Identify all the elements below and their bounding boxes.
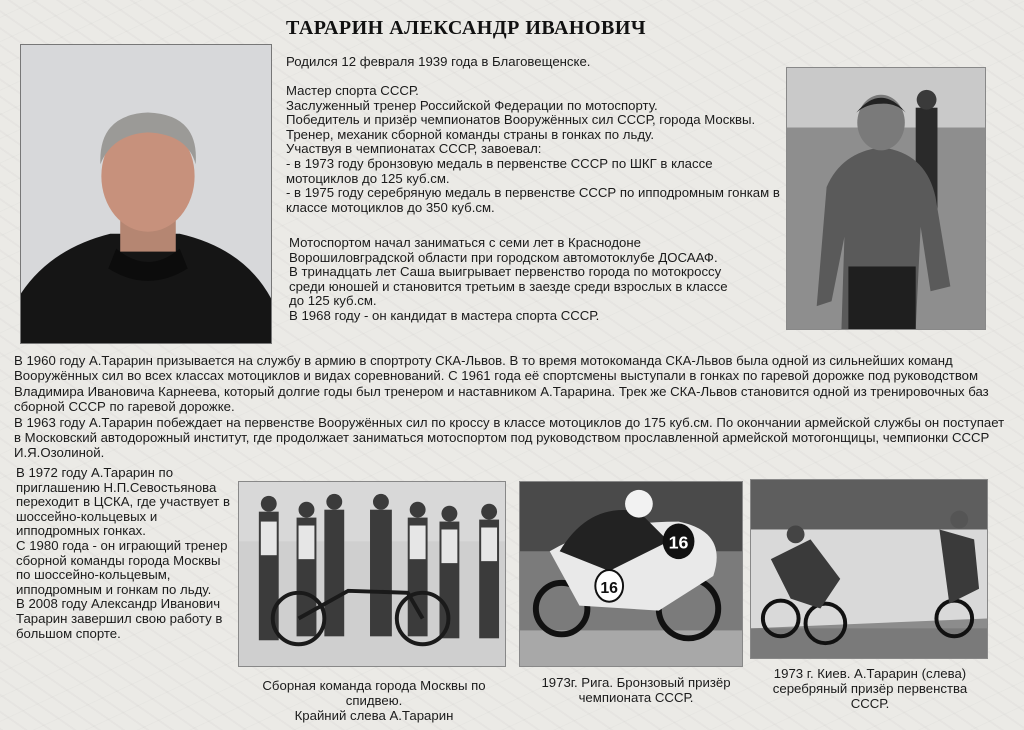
riga-photo-caption: 1973г. Рига. Бронзовый призёр чемпионата СССР. [541, 675, 731, 705]
race-number-side: 16 [600, 579, 619, 597]
army-service-text: В 1960 году А.Тарарин призывается на службу в армию в спортроту СКА-Львов. В то время мотокоманда СКА-Львов была одной из сильнейших команд Вооружённых сил во всех классах мотоциклов и видах соревнований. С 1961 года её спортсмены выступали в гонках по гаревой дорожке под руководством Владимира Ивановича Карнеева, который долгие годы был тренером и наставником А.Тарарина. Трек же СКА-Львов становится одной из тренировочных баз сборной СССР по гаревой дорожке. В 1963 году А.Тарарин побеждает на первенстве Вооружённых сил по кроссу в классе мотоциклов до 175 куб.см. По окончании армейской службы он поступает в Московский автодорожный институт, где продолжает заниматься мотоспортом под руководством прославленной армейской мотогонщицы, чемпионки СССР И.Я.Озолиной. [14, 353, 1005, 461]
racer-walking-photo [786, 67, 986, 330]
cska-career-text: В 1972 году А.Тарарин по приглашению Н.П.Севостьянова переходит в ЦСКА, где участвует в шоссейно-кольцевых и ипподромных гонках. С 1980 года - он играющий тренер сборной команды города Москвы по шоссейно-кольцевым, ипподромным и гонкам по льду. В 2008 году Александр Иванович Тарарин завершил свою работу в большом спорте. [16, 465, 230, 641]
kiev-race-photo [750, 479, 988, 659]
page-title: ТАРАРИН АЛЕКСАНДР ИВАНОВИЧ [286, 17, 647, 39]
kiev-photo-caption: 1973 г. Киев. А.Тарарин (слева) серебряный призёр первенства СССР. [772, 666, 968, 711]
team-photo-caption: Сборная команда города Москвы по спидвею. Крайний слева А.Тарарин [262, 678, 486, 723]
portrait-photo [20, 44, 272, 344]
moscow-team-photo [238, 481, 506, 667]
riga-race-photo [519, 481, 743, 667]
race-number-front: 16 [668, 532, 689, 553]
bio-achievements-text: Мастер спорта СССР. Заслуженный тренер Российской Федерации по мотоспорту. Победитель и призёр чемпионатов Вооружённых сил СССР, города Москвы. Тренер, механик сборной команды страны в гонках по льду. Участвуя в чемпионатах СССР, завоевал: - в 1973 году бронзовую медаль в первенстве СССР по ШКГ в классе мотоциклов до 125 куб.см. - в 1975 году серебряную медаль в первенстве СССР по ипподромным гонкам в классе мотоциклов до 350 куб.см. [286, 83, 780, 215]
bio-early-years-text: Мотоспортом начал заниматься с семи лет в Краснодоне Ворошиловградской области при городском автомотоклубе ДОСААФ. В тринадцать лет Саша выигрывает первенство города по мотокроссу среди юношей и становится третьим в заезде среди взрослых в классе до 125 куб.см. В 1968 году - он кандидат в мастера спорта СССР. [289, 235, 728, 323]
born-text: Родился 12 февраля 1939 года в Благовещенске. [286, 54, 591, 69]
